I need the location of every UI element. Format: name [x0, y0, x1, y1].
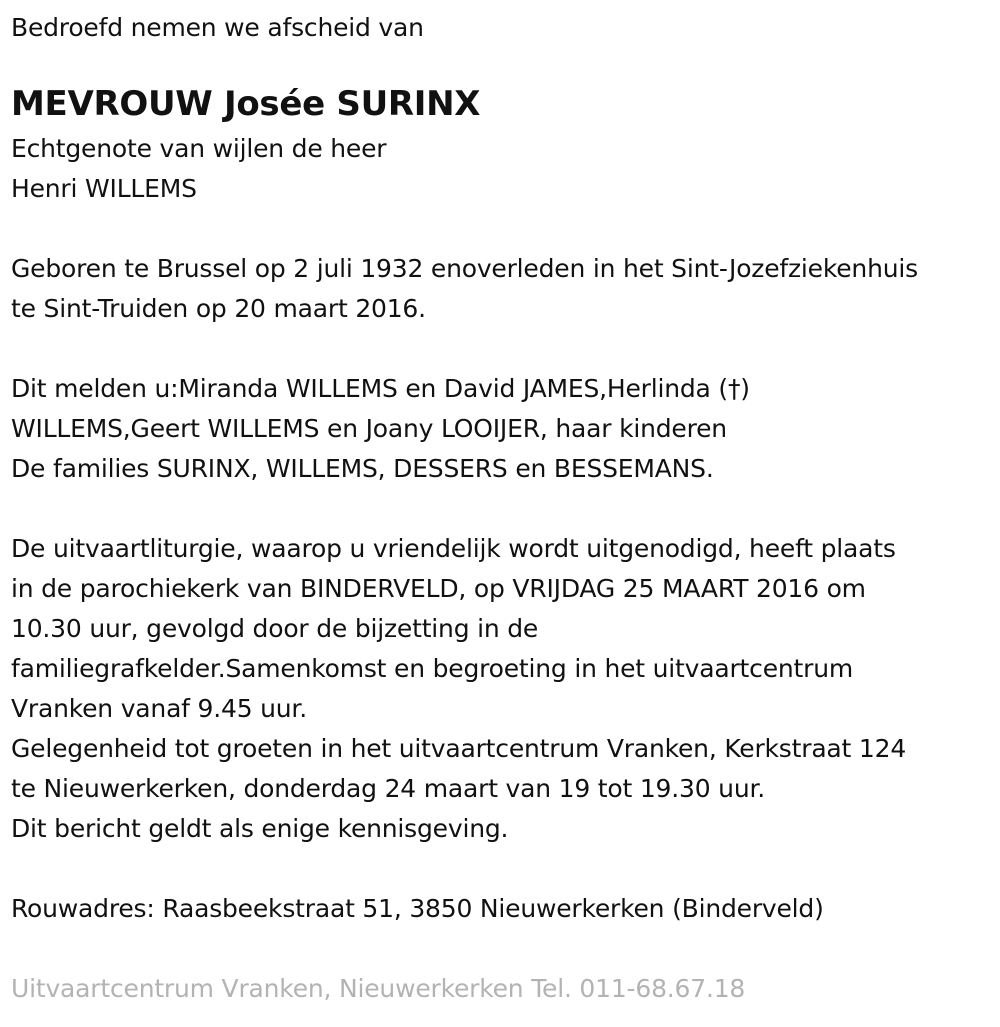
spacer — [11, 209, 1000, 249]
family-line-3: De families SURINX, WILLEMS, DESSERS en BESSEMANS. — [11, 454, 714, 483]
spouse-line-2: Henri WILLEMS — [11, 174, 197, 203]
birth-death-line-2: te Sint-Truiden op 20 maart 2016. — [11, 294, 426, 323]
funeral-line-5: Vranken vanaf 9.45 uur. — [11, 694, 307, 723]
funeral-line-4: familiegrafkelder.Samenkomst en begroeting in het uitvaartcentrum — [11, 654, 854, 683]
family-line-2: WILLEMS,Geert WILLEMS en Joany LOOIJER, haar kinderen — [11, 414, 727, 443]
funeral-line-2: in de parochiekerk van BINDERVELD, op VRIJDAG 25 MAART 2016 om — [11, 574, 866, 603]
visitation-line-2: te Nieuwerkerken, donderdag 24 maart van 19 tot 19.30 uur. — [11, 774, 765, 803]
spacer — [11, 329, 1000, 369]
mourning-address: Rouwadres: Raasbeekstraat 51, 3850 Nieuwerkerken (Binderveld) — [11, 894, 824, 923]
notice-statement: Dit bericht geldt als enige kennisgeving. — [11, 814, 509, 843]
spacer — [11, 489, 1000, 529]
funeral-line-3: 10.30 uur, gevolgd door de bijzetting in de — [11, 614, 539, 643]
intro-text: Bedroefd nemen we afscheid van — [11, 13, 424, 42]
visitation-line-1: Gelegenheid tot groeten in het uitvaartcentrum Vranken, Kerkstraat 124 — [11, 734, 907, 763]
spacer — [11, 849, 1000, 889]
funeral-home-footer: Uitvaartcentrum Vranken, Nieuwerkerken Tel. 011-68.67.18 — [11, 974, 746, 1003]
deceased-name: MEVROUW Josée SURINX — [11, 84, 481, 124]
spacer — [11, 929, 1000, 969]
birth-death-line-1: Geboren te Brussel op 2 juli 1932 enoverleden in het Sint-Jozefziekenhuis — [11, 254, 918, 283]
family-line-1: Dit melden u:Miranda WILLEMS en David JAMES,Herlinda (†) — [11, 374, 750, 403]
spouse-line-1: Echtgenote van wijlen de heer — [11, 134, 387, 163]
funeral-line-1: De uitvaartliturgie, waarop u vriendelijk wordt uitgenodigd, heeft plaats — [11, 534, 896, 563]
